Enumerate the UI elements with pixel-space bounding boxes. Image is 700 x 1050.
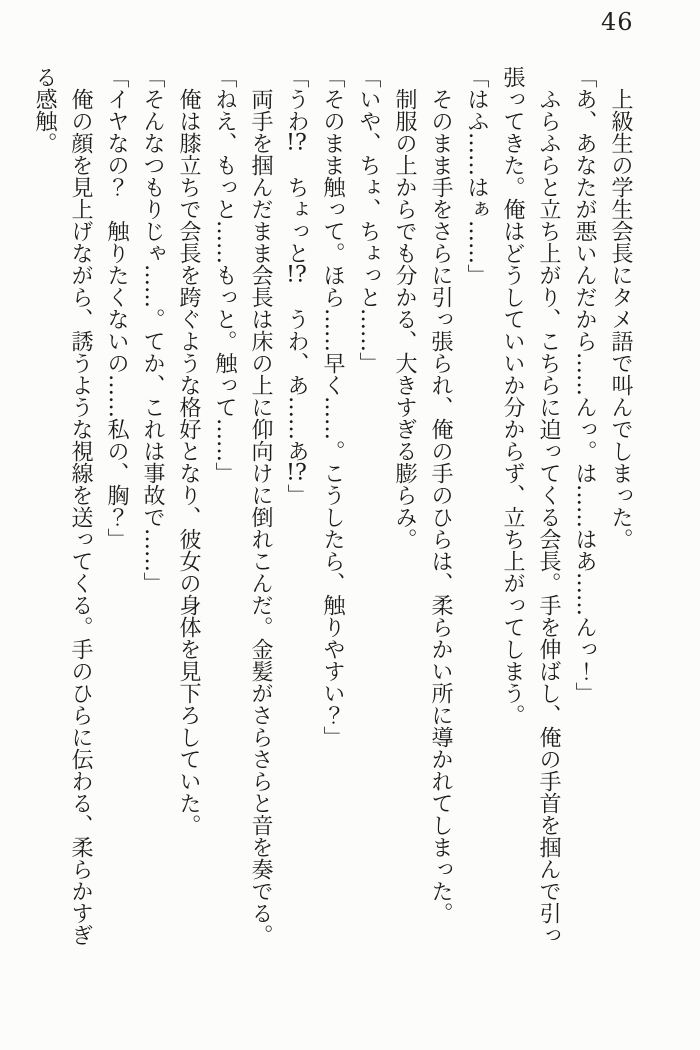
vertical-text-block bbox=[26, 66, 638, 964]
narration-paragraph: ふらふらと立ち上がり、こちらに迫ってくる会長。手を伸ばし、俺の手首を掴んで引っ張ってきた。俺はどうしていいか分からず、立ち上がってしまう。 bbox=[500, 66, 561, 946]
text-segment: 」 bbox=[284, 484, 309, 506]
dialogue-line: 「そのまま触って。ほら……早く……。こうしたら、触りやすい？」 bbox=[320, 66, 345, 748]
dialogue-line: 「そんなつもりじゃ……。てか、これは事故で……」 bbox=[140, 66, 165, 594]
dialogue-line: 「いや、ちょ、ちょっと……」 bbox=[356, 66, 381, 374]
dialogue-line: 「イヤなの？ 触りたくないの……私の、胸？」 bbox=[104, 66, 129, 550]
dialogue-line bbox=[278, 66, 314, 964]
narration-paragraph: 俺の顔を見上げながら、誘うような視線を送ってくる。手のひらに伝わる、柔らかすぎる感触。 bbox=[32, 66, 93, 946]
dialogue-line: 「ねえ、もっと……もっと。触って……」 bbox=[212, 66, 237, 484]
dialogue-line: 「あ、あなたが悪いんだから……んっ。は……はあ……んっ！」 bbox=[572, 66, 597, 704]
text-segment: 「うわ bbox=[284, 66, 309, 132]
tcy-exclamation-question: !? bbox=[286, 132, 307, 154]
narration-paragraph: そのまま手をさらに引っ張られ、俺の手のひらは、柔らかい所に導かれてしまった。 bbox=[428, 66, 453, 924]
narration-paragraph: 制服の上からでも分かる、大きすぎる膨らみ。 bbox=[392, 66, 417, 550]
tcy-exclamation-question: !? bbox=[286, 264, 307, 286]
narration-paragraph: 両手を掴んだまま会長は床の上に仰向けに倒れこんだ。金髪がさらさらと音を奏でる。 bbox=[248, 66, 273, 946]
text-segment: ちょっと bbox=[284, 154, 309, 264]
tcy-exclamation-question: !? bbox=[286, 462, 307, 484]
page-number: 46 bbox=[601, 8, 634, 36]
dialogue-line: 「はふ……はぁ……」 bbox=[464, 66, 489, 286]
narration-paragraph: 上級生の学生会長にタメ語で叫んでしまった。 bbox=[608, 66, 633, 550]
text-segment: うわ、あ……あ bbox=[284, 286, 309, 462]
narration-paragraph: 俺は膝立ちで会長を跨ぐような格好となり、彼女の身体を見下ろしていた。 bbox=[176, 66, 201, 836]
